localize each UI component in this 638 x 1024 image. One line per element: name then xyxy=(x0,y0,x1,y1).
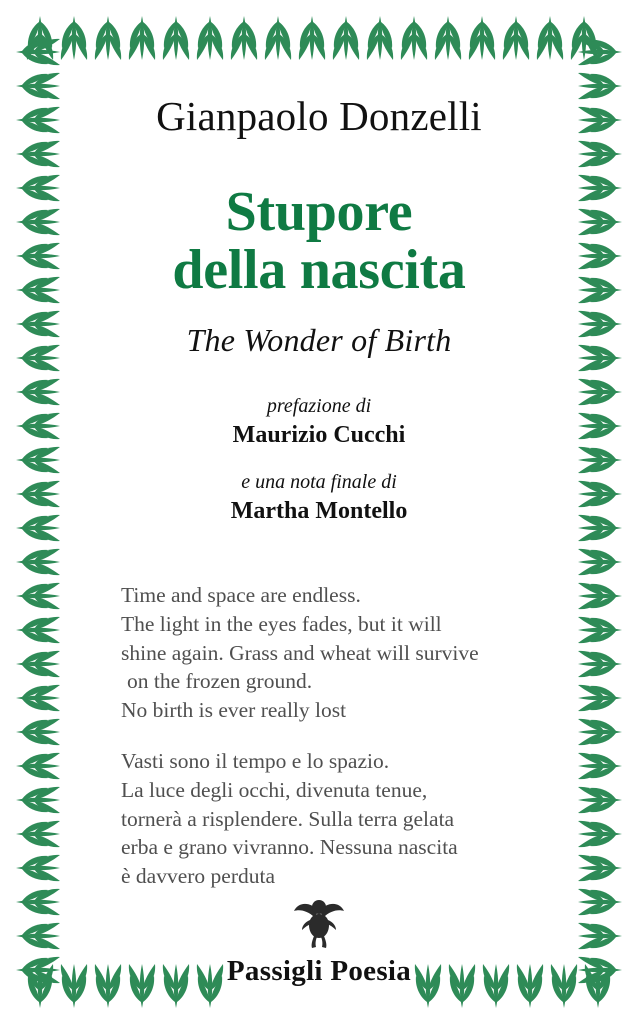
poem-line: No birth is ever really lost xyxy=(121,698,347,723)
poem-stanza-english xyxy=(121,581,554,725)
afterword-author-name: Martha Montello xyxy=(230,497,408,524)
poem-line: erba e grano vivranno. Nessuna nascita xyxy=(121,835,458,860)
publisher-block xyxy=(0,889,638,988)
cherub-icon xyxy=(288,889,350,951)
poem-line: on the frozen ground. xyxy=(127,669,313,694)
afterword-credit xyxy=(78,469,560,527)
poem-line: shine again. Grass and wheat will survive xyxy=(121,640,479,665)
poem-line: Vasti sono il tempo e lo spazio. xyxy=(121,748,390,773)
poem-line: Time and space are endless. xyxy=(121,582,361,607)
preface-role-label: prefazione di xyxy=(266,394,372,417)
title-line-1: Stupore xyxy=(225,181,413,244)
title-line-2: della nascita xyxy=(172,239,466,302)
publisher-name: Passigli Poesia xyxy=(226,955,412,987)
credits-block xyxy=(78,393,560,527)
book-title xyxy=(78,181,560,302)
poem-line: è davvero perduta xyxy=(121,864,276,889)
poem-line: The light in the eyes fades, but it will xyxy=(121,611,442,636)
cover-content xyxy=(78,86,560,976)
poem-line: tornerà a risplendere. Sulla terra gelata xyxy=(121,806,455,831)
poem-excerpt xyxy=(78,581,560,891)
poem-stanza-italian xyxy=(121,747,554,891)
author-name: Gianpaolo Donzelli xyxy=(156,93,482,139)
book-subtitle: The Wonder of Birth xyxy=(186,321,452,358)
preface-author-name: Maurizio Cucchi xyxy=(232,421,406,448)
preface-credit xyxy=(78,393,560,451)
afterword-role-label: e una nota finale di xyxy=(241,470,397,493)
poem-line: La luce degli occhi, divenuta tenue, xyxy=(121,777,428,802)
